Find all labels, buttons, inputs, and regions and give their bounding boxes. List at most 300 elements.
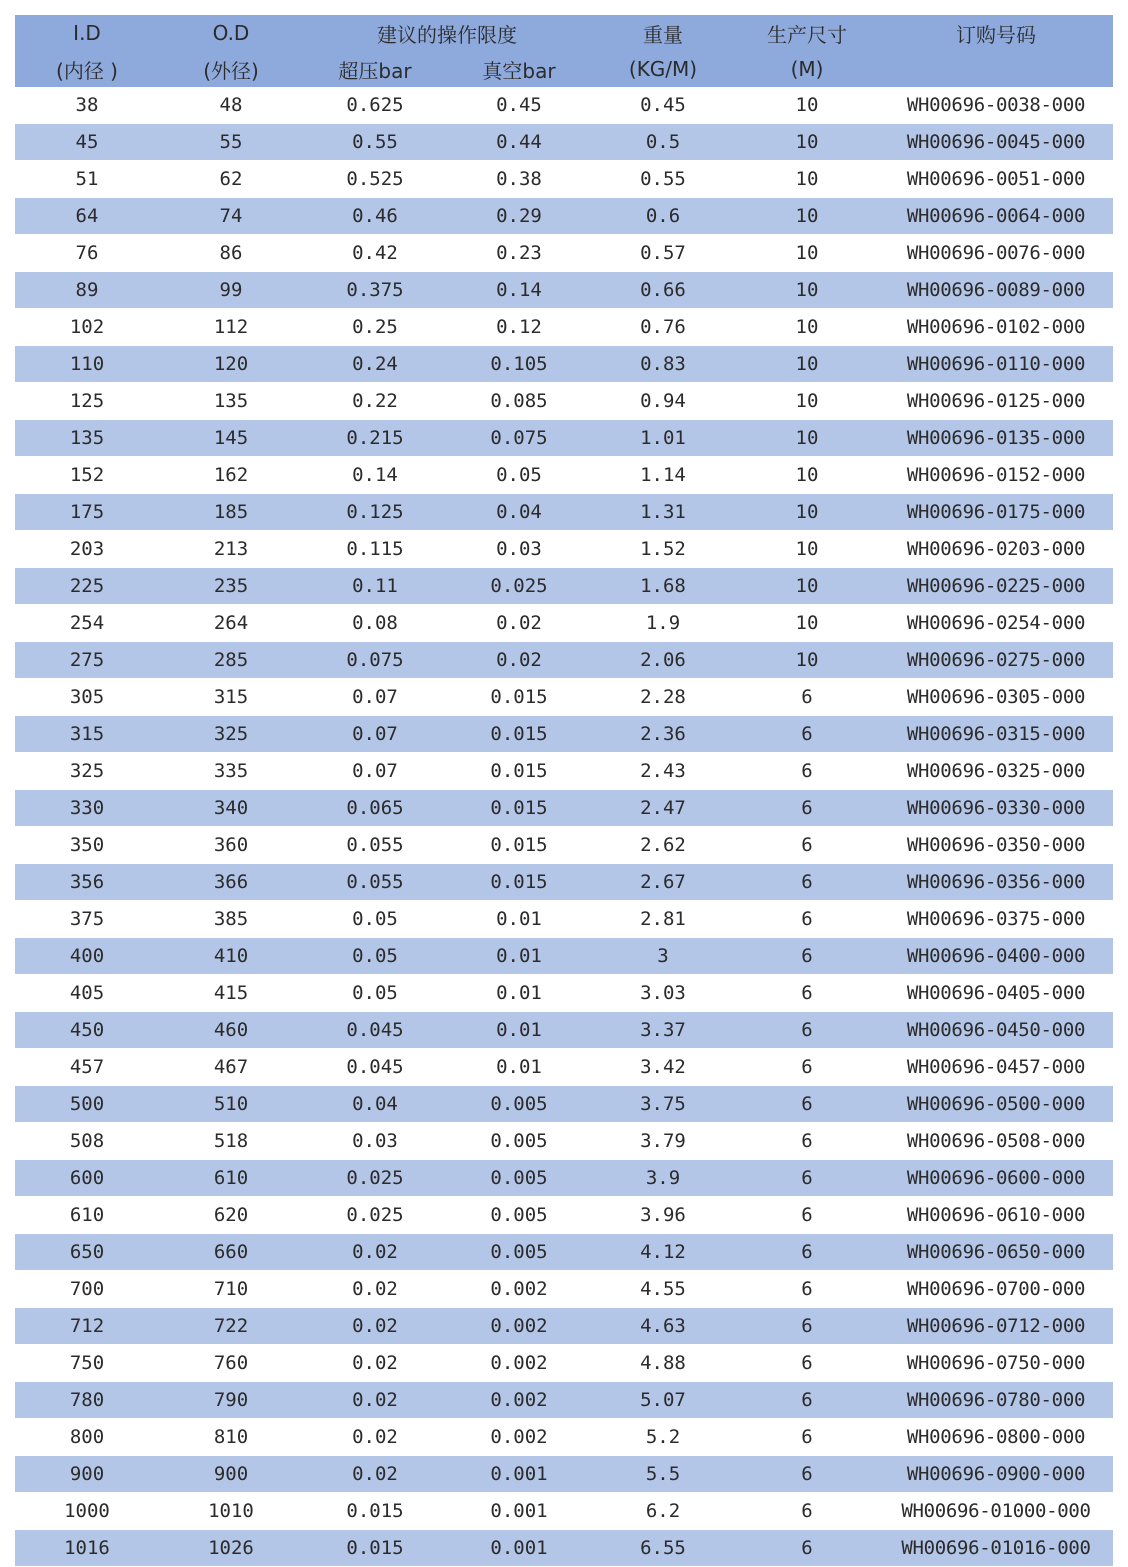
id-cell: 356 (15, 864, 159, 901)
weight-cell: 1.52 (591, 531, 735, 568)
vacuum-cell: 0.04 (447, 494, 591, 531)
weight-cell: 5.5 (591, 1456, 735, 1493)
od-cell: 410 (159, 938, 303, 975)
weight-cell: 3.75 (591, 1086, 735, 1123)
vacuum-cell: 0.015 (447, 827, 591, 864)
vacuum-cell: 0.015 (447, 679, 591, 716)
id-cell: 712 (15, 1308, 159, 1345)
vacuum-cell: 0.002 (447, 1345, 591, 1382)
order-code-cell: WH00696-0203-000 (879, 531, 1113, 568)
table-row (15, 161, 1113, 198)
id-cell: 305 (15, 679, 159, 716)
vacuum-cell: 0.005 (447, 1234, 591, 1271)
pressure-cell: 0.07 (303, 716, 447, 753)
od-cell: 900 (159, 1456, 303, 1493)
order-code-cell: WH00696-0508-000 (879, 1123, 1113, 1160)
id-cell: 110 (15, 346, 159, 383)
vacuum-cell: 0.05 (447, 457, 591, 494)
table-row (15, 938, 1113, 975)
id-cell: 750 (15, 1345, 159, 1382)
header-length: 生产尺寸 (735, 15, 879, 51)
table-row (15, 87, 1113, 124)
vacuum-cell: 0.002 (447, 1271, 591, 1308)
pressure-cell: 0.015 (303, 1530, 447, 1567)
table-row (15, 309, 1113, 346)
pressure-cell: 0.05 (303, 975, 447, 1012)
table-row (15, 864, 1113, 901)
weight-cell: 2.67 (591, 864, 735, 901)
od-cell: 760 (159, 1345, 303, 1382)
weight-cell: 2.28 (591, 679, 735, 716)
vacuum-cell: 0.29 (447, 198, 591, 235)
table-row (15, 1012, 1113, 1049)
header-code-sub (879, 51, 1113, 87)
id-cell: 45 (15, 124, 159, 161)
length-cell: 6 (735, 1197, 879, 1234)
pressure-cell: 0.46 (303, 198, 447, 235)
vacuum-cell: 0.015 (447, 716, 591, 753)
od-cell: 62 (159, 161, 303, 198)
pressure-cell: 0.025 (303, 1197, 447, 1234)
order-code-cell: WH00696-01000-000 (879, 1493, 1113, 1530)
table-row (15, 420, 1113, 457)
od-cell: 264 (159, 605, 303, 642)
length-cell: 6 (735, 716, 879, 753)
order-code-cell: WH00696-0330-000 (879, 790, 1113, 827)
header-limit: 建议的操作限度 (303, 15, 591, 51)
table-row (15, 1419, 1113, 1456)
id-cell: 610 (15, 1197, 159, 1234)
length-cell: 10 (735, 457, 879, 494)
pressure-cell: 0.02 (303, 1456, 447, 1493)
order-code-cell: WH00696-0315-000 (879, 716, 1113, 753)
od-cell: 325 (159, 716, 303, 753)
od-cell: 1010 (159, 1493, 303, 1530)
pressure-cell: 0.02 (303, 1308, 447, 1345)
table-row (15, 1382, 1113, 1419)
order-code-cell: WH00696-0600-000 (879, 1160, 1113, 1197)
id-cell: 350 (15, 827, 159, 864)
table-row (15, 531, 1113, 568)
order-code-cell: WH00696-0457-000 (879, 1049, 1113, 1086)
order-code-cell: WH00696-0175-000 (879, 494, 1113, 531)
order-code-cell: WH00696-0800-000 (879, 1419, 1113, 1456)
length-cell: 6 (735, 1530, 879, 1567)
length-cell: 10 (735, 124, 879, 161)
length-cell: 10 (735, 494, 879, 531)
od-cell: 335 (159, 753, 303, 790)
order-code-cell: WH00696-0275-000 (879, 642, 1113, 679)
length-cell: 6 (735, 864, 879, 901)
length-cell: 6 (735, 679, 879, 716)
order-code-cell: WH00696-0045-000 (879, 124, 1113, 161)
weight-cell: 3.96 (591, 1197, 735, 1234)
vacuum-cell: 0.005 (447, 1160, 591, 1197)
weight-cell: 3.42 (591, 1049, 735, 1086)
weight-cell: 5.2 (591, 1419, 735, 1456)
table-row (15, 1345, 1113, 1382)
od-cell: 145 (159, 420, 303, 457)
order-code-cell: WH00696-0650-000 (879, 1234, 1113, 1271)
order-code-cell: WH00696-0305-000 (879, 679, 1113, 716)
pressure-cell: 0.02 (303, 1234, 447, 1271)
order-code-cell: WH00696-0356-000 (879, 864, 1113, 901)
od-cell: 112 (159, 309, 303, 346)
table-row (15, 1271, 1113, 1308)
pressure-cell: 0.375 (303, 272, 447, 309)
length-cell: 10 (735, 346, 879, 383)
vacuum-cell: 0.105 (447, 346, 591, 383)
length-cell: 10 (735, 383, 879, 420)
weight-cell: 0.55 (591, 161, 735, 198)
od-cell: 710 (159, 1271, 303, 1308)
od-cell: 340 (159, 790, 303, 827)
header-od: O.D (159, 15, 303, 51)
id-cell: 89 (15, 272, 159, 309)
id-cell: 254 (15, 605, 159, 642)
order-code-cell: WH00696-0051-000 (879, 161, 1113, 198)
pressure-cell: 0.02 (303, 1271, 447, 1308)
od-cell: 235 (159, 568, 303, 605)
weight-cell: 2.36 (591, 716, 735, 753)
length-cell: 6 (735, 827, 879, 864)
pressure-cell: 0.04 (303, 1086, 447, 1123)
order-code-cell: WH00696-0152-000 (879, 457, 1113, 494)
weight-cell: 3.37 (591, 1012, 735, 1049)
order-code-cell: WH00696-0750-000 (879, 1345, 1113, 1382)
od-cell: 385 (159, 901, 303, 938)
pressure-cell: 0.075 (303, 642, 447, 679)
length-cell: 6 (735, 1493, 879, 1530)
table-row (15, 346, 1113, 383)
id-cell: 152 (15, 457, 159, 494)
pressure-cell: 0.42 (303, 235, 447, 272)
table-row (15, 1123, 1113, 1160)
id-cell: 330 (15, 790, 159, 827)
pressure-cell: 0.02 (303, 1382, 447, 1419)
pressure-cell: 0.045 (303, 1049, 447, 1086)
vacuum-cell: 0.001 (447, 1493, 591, 1530)
pressure-cell: 0.07 (303, 679, 447, 716)
length-cell: 6 (735, 1345, 879, 1382)
pressure-cell: 0.045 (303, 1012, 447, 1049)
length-cell: 10 (735, 235, 879, 272)
od-cell: 48 (159, 87, 303, 124)
vacuum-cell: 0.005 (447, 1123, 591, 1160)
table-row (15, 790, 1113, 827)
vacuum-cell: 0.02 (447, 605, 591, 642)
od-cell: 510 (159, 1086, 303, 1123)
id-cell: 1000 (15, 1493, 159, 1530)
order-code-cell: WH00696-0089-000 (879, 272, 1113, 309)
pressure-cell: 0.14 (303, 457, 447, 494)
order-code-cell: WH00696-0712-000 (879, 1308, 1113, 1345)
vacuum-cell: 0.38 (447, 161, 591, 198)
length-cell: 6 (735, 1419, 879, 1456)
weight-cell: 1.01 (591, 420, 735, 457)
table-row (15, 1049, 1113, 1086)
pressure-cell: 0.215 (303, 420, 447, 457)
pressure-cell: 0.11 (303, 568, 447, 605)
order-code-cell: WH00696-0400-000 (879, 938, 1113, 975)
weight-cell: 4.55 (591, 1271, 735, 1308)
length-cell: 6 (735, 1271, 879, 1308)
id-cell: 780 (15, 1382, 159, 1419)
pressure-cell: 0.525 (303, 161, 447, 198)
pressure-cell: 0.05 (303, 938, 447, 975)
weight-cell: 3 (591, 938, 735, 975)
length-cell: 6 (735, 1308, 879, 1345)
order-code-cell: WH00696-0110-000 (879, 346, 1113, 383)
pressure-cell: 0.625 (303, 87, 447, 124)
length-cell: 6 (735, 753, 879, 790)
weight-cell: 0.45 (591, 87, 735, 124)
vacuum-cell: 0.005 (447, 1086, 591, 1123)
header-length-sub: (M) (735, 51, 879, 87)
id-cell: 125 (15, 383, 159, 420)
id-cell: 650 (15, 1234, 159, 1271)
id-cell: 175 (15, 494, 159, 531)
vacuum-cell: 0.015 (447, 864, 591, 901)
id-cell: 135 (15, 420, 159, 457)
table-row (15, 1456, 1113, 1493)
id-cell: 900 (15, 1456, 159, 1493)
pressure-cell: 0.24 (303, 346, 447, 383)
vacuum-cell: 0.23 (447, 235, 591, 272)
table-row (15, 124, 1113, 161)
table-row (15, 1234, 1113, 1271)
length-cell: 10 (735, 420, 879, 457)
id-cell: 225 (15, 568, 159, 605)
vacuum-cell: 0.015 (447, 753, 591, 790)
header-od-sub: (外径) (159, 51, 303, 87)
length-cell: 6 (735, 1234, 879, 1271)
vacuum-cell: 0.12 (447, 309, 591, 346)
table-row (15, 568, 1113, 605)
weight-cell: 6.55 (591, 1530, 735, 1567)
length-cell: 10 (735, 272, 879, 309)
id-cell: 102 (15, 309, 159, 346)
order-code-cell: WH00696-0900-000 (879, 1456, 1113, 1493)
pressure-cell: 0.125 (303, 494, 447, 531)
vacuum-cell: 0.01 (447, 975, 591, 1012)
id-cell: 76 (15, 235, 159, 272)
weight-cell: 5.07 (591, 1382, 735, 1419)
order-code-cell: WH00696-0325-000 (879, 753, 1113, 790)
table-row (15, 679, 1113, 716)
vacuum-cell: 0.085 (447, 383, 591, 420)
length-cell: 6 (735, 938, 879, 975)
od-cell: 185 (159, 494, 303, 531)
length-cell: 6 (735, 790, 879, 827)
od-cell: 1026 (159, 1530, 303, 1567)
table-row (15, 753, 1113, 790)
vacuum-cell: 0.002 (447, 1419, 591, 1456)
weight-cell: 2.62 (591, 827, 735, 864)
id-cell: 325 (15, 753, 159, 790)
length-cell: 10 (735, 198, 879, 235)
id-cell: 64 (15, 198, 159, 235)
vacuum-cell: 0.075 (447, 420, 591, 457)
id-cell: 450 (15, 1012, 159, 1049)
vacuum-cell: 0.45 (447, 87, 591, 124)
header-weight-sub: (KG/M) (591, 51, 735, 87)
table-row (15, 716, 1113, 753)
od-cell: 99 (159, 272, 303, 309)
length-cell: 10 (735, 309, 879, 346)
header-id: I.D (15, 15, 159, 51)
id-cell: 500 (15, 1086, 159, 1123)
vacuum-cell: 0.025 (447, 568, 591, 605)
order-code-cell: WH00696-0102-000 (879, 309, 1113, 346)
length-cell: 10 (735, 161, 879, 198)
pressure-cell: 0.015 (303, 1493, 447, 1530)
pressure-cell: 0.03 (303, 1123, 447, 1160)
weight-cell: 0.57 (591, 235, 735, 272)
order-code-cell: WH00696-0450-000 (879, 1012, 1113, 1049)
order-code-cell: WH00696-0135-000 (879, 420, 1113, 457)
order-code-cell: WH00696-0375-000 (879, 901, 1113, 938)
weight-cell: 0.76 (591, 309, 735, 346)
od-cell: 135 (159, 383, 303, 420)
order-code-cell: WH00696-01016-000 (879, 1530, 1113, 1567)
od-cell: 360 (159, 827, 303, 864)
weight-cell: 2.81 (591, 901, 735, 938)
order-code-cell: WH00696-0038-000 (879, 87, 1113, 124)
weight-cell: 4.88 (591, 1345, 735, 1382)
table-row (15, 235, 1113, 272)
header-code: 订购号码 (879, 15, 1113, 51)
table-row (15, 605, 1113, 642)
table-row (15, 1530, 1113, 1567)
header-vacuum-sub: 真空bar (447, 51, 591, 87)
pressure-cell: 0.025 (303, 1160, 447, 1197)
length-cell: 6 (735, 975, 879, 1012)
vacuum-cell: 0.002 (447, 1382, 591, 1419)
header-row-sub (15, 51, 1113, 87)
pressure-cell: 0.05 (303, 901, 447, 938)
order-code-cell: WH00696-0254-000 (879, 605, 1113, 642)
order-code-cell: WH00696-0780-000 (879, 1382, 1113, 1419)
od-cell: 790 (159, 1382, 303, 1419)
spec-table (15, 15, 1113, 1567)
od-cell: 467 (159, 1049, 303, 1086)
id-cell: 51 (15, 161, 159, 198)
vacuum-cell: 0.01 (447, 1049, 591, 1086)
table-row (15, 1160, 1113, 1197)
vacuum-cell: 0.01 (447, 901, 591, 938)
weight-cell: 1.14 (591, 457, 735, 494)
pressure-cell: 0.22 (303, 383, 447, 420)
header-pressure-sub: 超压bar (303, 51, 447, 87)
pressure-cell: 0.065 (303, 790, 447, 827)
pressure-cell: 0.055 (303, 864, 447, 901)
vacuum-cell: 0.01 (447, 1012, 591, 1049)
pressure-cell: 0.115 (303, 531, 447, 568)
table-row (15, 198, 1113, 235)
vacuum-cell: 0.015 (447, 790, 591, 827)
length-cell: 10 (735, 605, 879, 642)
table-row (15, 1308, 1113, 1345)
table-row (15, 1086, 1113, 1123)
id-cell: 400 (15, 938, 159, 975)
od-cell: 620 (159, 1197, 303, 1234)
order-code-cell: WH00696-0064-000 (879, 198, 1113, 235)
table-row (15, 494, 1113, 531)
weight-cell: 3.9 (591, 1160, 735, 1197)
table-row (15, 975, 1113, 1012)
id-cell: 315 (15, 716, 159, 753)
od-cell: 722 (159, 1308, 303, 1345)
vacuum-cell: 0.01 (447, 938, 591, 975)
weight-cell: 1.31 (591, 494, 735, 531)
id-cell: 457 (15, 1049, 159, 1086)
od-cell: 86 (159, 235, 303, 272)
length-cell: 6 (735, 1049, 879, 1086)
length-cell: 10 (735, 531, 879, 568)
order-code-cell: WH00696-0500-000 (879, 1086, 1113, 1123)
vacuum-cell: 0.44 (447, 124, 591, 161)
od-cell: 415 (159, 975, 303, 1012)
weight-cell: 0.66 (591, 272, 735, 309)
od-cell: 366 (159, 864, 303, 901)
order-code-cell: WH00696-0225-000 (879, 568, 1113, 605)
length-cell: 10 (735, 642, 879, 679)
length-cell: 6 (735, 1086, 879, 1123)
pressure-cell: 0.08 (303, 605, 447, 642)
table-row (15, 827, 1113, 864)
od-cell: 213 (159, 531, 303, 568)
weight-cell: 0.94 (591, 383, 735, 420)
od-cell: 660 (159, 1234, 303, 1271)
table-row (15, 383, 1113, 420)
length-cell: 6 (735, 1012, 879, 1049)
order-code-cell: WH00696-0076-000 (879, 235, 1113, 272)
id-cell: 700 (15, 1271, 159, 1308)
table-row (15, 1197, 1113, 1234)
order-code-cell: WH00696-0350-000 (879, 827, 1113, 864)
od-cell: 315 (159, 679, 303, 716)
vacuum-cell: 0.001 (447, 1456, 591, 1493)
weight-cell: 2.43 (591, 753, 735, 790)
length-cell: 6 (735, 901, 879, 938)
id-cell: 1016 (15, 1530, 159, 1567)
header-weight: 重量 (591, 15, 735, 51)
weight-cell: 0.6 (591, 198, 735, 235)
id-cell: 508 (15, 1123, 159, 1160)
vacuum-cell: 0.002 (447, 1308, 591, 1345)
pressure-cell: 0.07 (303, 753, 447, 790)
pressure-cell: 0.02 (303, 1419, 447, 1456)
weight-cell: 1.9 (591, 605, 735, 642)
table-row (15, 272, 1113, 309)
od-cell: 74 (159, 198, 303, 235)
id-cell: 600 (15, 1160, 159, 1197)
weight-cell: 3.79 (591, 1123, 735, 1160)
id-cell: 800 (15, 1419, 159, 1456)
od-cell: 120 (159, 346, 303, 383)
weight-cell: 6.2 (591, 1493, 735, 1530)
length-cell: 6 (735, 1382, 879, 1419)
id-cell: 375 (15, 901, 159, 938)
od-cell: 518 (159, 1123, 303, 1160)
weight-cell: 0.83 (591, 346, 735, 383)
weight-cell: 2.47 (591, 790, 735, 827)
pressure-cell: 0.055 (303, 827, 447, 864)
vacuum-cell: 0.02 (447, 642, 591, 679)
length-cell: 6 (735, 1456, 879, 1493)
vacuum-cell: 0.005 (447, 1197, 591, 1234)
